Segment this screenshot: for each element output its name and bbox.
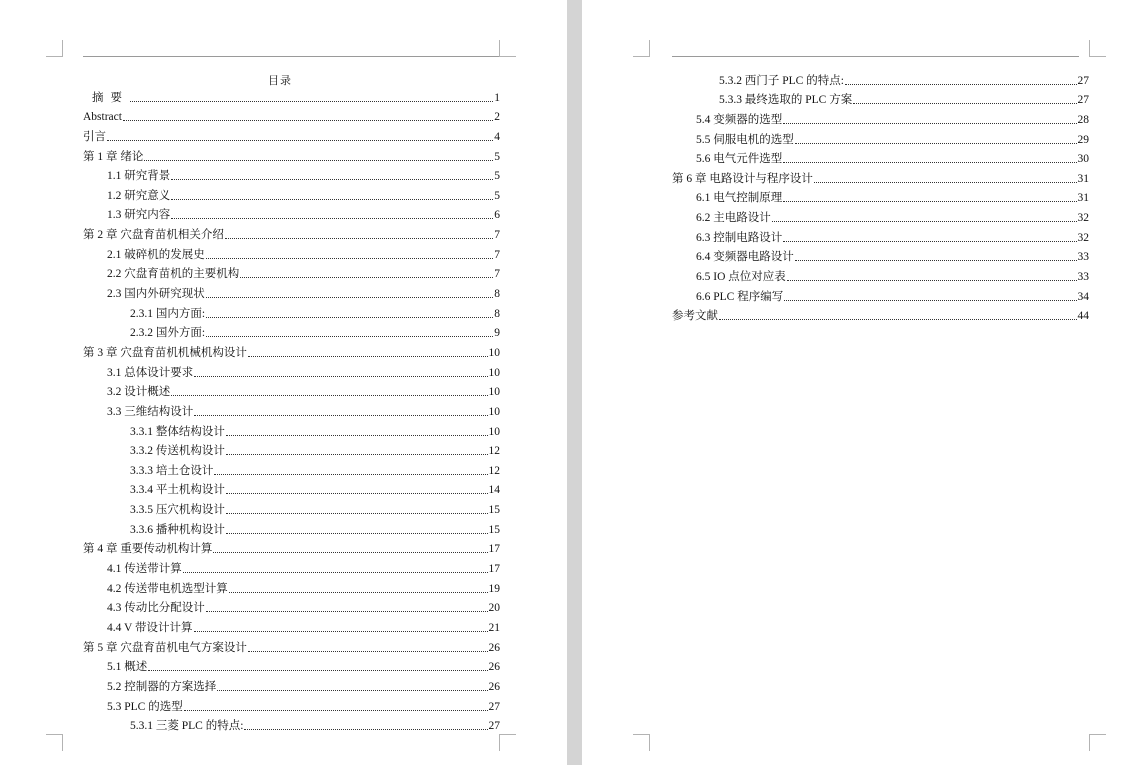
page-gutter: [567, 0, 582, 765]
toc-dot-leader: [214, 474, 487, 475]
toc-entry-label: 3.3.6 播种机构设计: [130, 523, 225, 536]
toc-entry[interactable]: [83, 164, 500, 184]
toc-entry[interactable]: [672, 68, 1089, 88]
toc-entry-page: 5: [494, 150, 500, 163]
toc-entry-label: 3.3.5 压穴机构设计: [130, 504, 225, 517]
toc-entry-label: 第 6 章 电路设计与程序设计: [672, 172, 813, 185]
toc-entry-label: 3.3.3 培土仓设计: [130, 464, 214, 477]
toc-entry[interactable]: [83, 124, 500, 144]
toc-entry[interactable]: [83, 655, 500, 675]
toc-dot-leader: [184, 710, 488, 711]
toc-entry[interactable]: [83, 144, 500, 164]
crop-mark: [633, 734, 650, 751]
toc-entry-page: 10: [488, 366, 500, 379]
header-rule: [672, 56, 1079, 57]
toc-entry[interactable]: [83, 635, 500, 655]
toc-entry-label: 参考文献: [672, 310, 718, 323]
toc-entry[interactable]: [83, 340, 500, 360]
toc-dot-leader: [213, 552, 487, 553]
toc-title: 目录: [268, 75, 292, 87]
toc-entry[interactable]: [83, 183, 500, 203]
toc-entry-label: 5.3.3 最终选取的 PLC 方案: [719, 94, 853, 107]
toc-dot-leader: [795, 143, 1077, 144]
toc-entry-page: 33: [1077, 251, 1089, 264]
toc-entry-label: 6.4 变频器电路设计: [696, 251, 794, 264]
toc-entry-label: 2.3 国内外研究现状: [107, 288, 205, 301]
toc-entry-page: 32: [1077, 212, 1089, 225]
toc-entry[interactable]: [83, 222, 500, 242]
toc-entry[interactable]: [83, 380, 500, 400]
toc-entry[interactable]: [672, 245, 1089, 265]
toc-entry[interactable]: [83, 262, 500, 282]
toc-entry-page: 30: [1077, 153, 1089, 166]
toc-entry-page: 32: [1077, 231, 1089, 244]
toc-entry-label: 第 1 章 绪论: [83, 150, 144, 163]
toc-entry-label: 3.3 三维结构设计: [107, 405, 194, 418]
toc-entry-label: 5.6 电气元件选型: [696, 153, 783, 166]
toc-entry-page: 26: [488, 641, 500, 654]
toc-dot-leader: [853, 103, 1076, 104]
toc-dot-leader: [171, 179, 493, 180]
toc-dot-leader: [783, 201, 1076, 202]
toc-entry[interactable]: [83, 439, 500, 459]
toc-dot-leader: [171, 199, 493, 200]
crop-mark: [46, 40, 63, 57]
toc-entry-page: 8: [494, 288, 500, 301]
toc-entry-label: 第 4 章 重要传动机构计算: [83, 543, 213, 556]
toc-entry[interactable]: [83, 105, 500, 125]
page-left: [0, 0, 567, 765]
toc-dot-leader: [194, 415, 487, 416]
toc-dot-leader: [226, 493, 488, 494]
toc-entry-label: 5.4 变频器的选型: [696, 113, 783, 126]
toc-entry-page: 5: [494, 189, 500, 202]
toc-dot-leader: [226, 454, 488, 455]
toc-dot-leader: [217, 690, 487, 691]
toc-entry-label: 4.1 传送带计算: [107, 563, 182, 576]
toc-entry-page: 27: [488, 700, 500, 713]
toc-entry-label: 3.3.2 传送机构设计: [130, 445, 225, 458]
toc-entry-page: 28: [1077, 113, 1089, 126]
toc-dot-leader: [171, 218, 493, 219]
toc-dot-leader: [795, 260, 1077, 261]
toc-entry[interactable]: [83, 478, 500, 498]
toc-entry[interactable]: [83, 694, 500, 714]
toc-dot-leader: [144, 160, 493, 161]
toc-entry-label: 4.3 传动比分配设计: [107, 602, 205, 615]
toc-entry-label: 3.1 总体设计要求: [107, 366, 194, 379]
toc-entry[interactable]: [83, 321, 500, 341]
toc-entry-label: 引言: [83, 130, 106, 143]
toc-entry[interactable]: [672, 186, 1089, 206]
toc-entry-page: 26: [488, 680, 500, 693]
toc-entry-label: 第 2 章 穴盘育苗机相关介绍: [83, 229, 224, 242]
toc-dot-leader: [845, 84, 1077, 85]
toc-entry[interactable]: [672, 284, 1089, 304]
toc-list-left: [83, 85, 500, 733]
toc-entry[interactable]: [83, 85, 500, 105]
toc-entry-label: 摘要: [92, 91, 129, 104]
crop-mark: [499, 40, 516, 57]
toc-entry[interactable]: [672, 225, 1089, 245]
toc-entry[interactable]: [83, 556, 500, 576]
toc-entry-page: 7: [494, 248, 500, 261]
toc-entry-label: 6.1 电气控制原理: [696, 192, 783, 205]
toc-entry-label: 5.2 控制器的方案选择: [107, 680, 217, 693]
toc-entry[interactable]: [672, 88, 1089, 108]
toc-entry-page: 17: [488, 543, 500, 556]
toc-dot-leader: [206, 258, 494, 259]
toc-entry[interactable]: [83, 596, 500, 616]
toc-dot-leader: [194, 631, 488, 632]
toc-dot-leader: [240, 277, 493, 278]
toc-entry-label: 2.3.1 国内方面:: [130, 307, 206, 320]
toc-entry[interactable]: [672, 166, 1089, 186]
toc-dot-leader: [787, 280, 1077, 281]
toc-entry-page: 8: [494, 307, 500, 320]
toc-entry[interactable]: [672, 127, 1089, 147]
toc-entry-label: 2.3.2 国外方面:: [130, 327, 206, 340]
toc-entry[interactable]: [83, 537, 500, 557]
toc-entry-page: 34: [1077, 290, 1089, 303]
crop-mark: [1089, 40, 1106, 57]
toc-entry[interactable]: [672, 264, 1089, 284]
toc-entry-page: 31: [1077, 172, 1089, 185]
toc-entry-page: 10: [488, 386, 500, 399]
toc-entry[interactable]: [83, 360, 500, 380]
toc-entry-page: 10: [488, 346, 500, 359]
toc-entry-page: 20: [488, 602, 500, 615]
toc-entry-label: 5.3.2 西门子 PLC 的特点:: [719, 74, 844, 87]
toc-entry[interactable]: [83, 576, 500, 596]
toc-dot-leader: [171, 395, 487, 396]
toc-entry-page: 27: [488, 720, 500, 733]
toc-entry-page: 10: [488, 405, 500, 418]
toc-list-right: [672, 68, 1089, 323]
toc-entry[interactable]: [83, 674, 500, 694]
toc-entry-label: 4.4 V 带设计计算: [107, 621, 193, 634]
toc-entry-page: 4: [494, 130, 500, 143]
toc-entry[interactable]: [83, 399, 500, 419]
toc-dot-leader: [225, 238, 493, 239]
toc-dot-leader: [148, 670, 487, 671]
toc-entry[interactable]: [83, 281, 500, 301]
crop-mark: [1089, 734, 1106, 751]
toc-entry-page: 14: [488, 484, 500, 497]
toc-dot-leader: [772, 221, 1077, 222]
toc-entry-label: 1.2 研究意义: [107, 189, 171, 202]
toc-entry[interactable]: [83, 458, 500, 478]
toc-entry-page: 21: [488, 621, 500, 634]
toc-entry-page: 15: [488, 504, 500, 517]
toc-entry[interactable]: [83, 615, 500, 635]
crop-mark: [633, 40, 650, 57]
toc-dot-leader: [107, 140, 493, 141]
toc-entry-page: 10: [488, 425, 500, 438]
toc-dot-leader: [226, 513, 488, 514]
toc-dot-leader: [244, 729, 487, 730]
toc-entry-page: 7: [494, 268, 500, 281]
toc-dot-leader: [226, 435, 488, 436]
toc-entry[interactable]: [83, 497, 500, 517]
toc-dot-leader: [183, 572, 488, 573]
toc-dot-leader: [248, 651, 488, 652]
toc-entry-page: 5: [494, 170, 500, 183]
toc-entry[interactable]: [672, 147, 1089, 167]
toc-entry-page: 33: [1077, 271, 1089, 284]
toc-entry-label: 2.1 破碎机的发展史: [107, 248, 205, 261]
toc-entry[interactable]: [83, 242, 500, 262]
toc-entry-label: 6.3 控制电路设计: [696, 231, 783, 244]
toc-entry-page: 29: [1077, 133, 1089, 146]
toc-dot-leader: [206, 611, 488, 612]
toc-entry[interactable]: [83, 301, 500, 321]
toc-entry-label: 1.1 研究背景: [107, 170, 171, 183]
toc-dot-leader: [783, 241, 1076, 242]
toc-dot-leader: [229, 592, 488, 593]
toc-dot-leader: [783, 162, 1076, 163]
toc-entry-page: 9: [494, 327, 500, 340]
toc-entry-label: 5.5 伺服电机的选型: [696, 133, 794, 146]
toc-entry-label: 2.2 穴盘育苗机的主要机构: [107, 268, 240, 281]
toc-entry-label: 6.2 主电路设计: [696, 212, 771, 225]
toc-entry-label: 3.3.4 平土机构设计: [130, 484, 225, 497]
toc-entry-label: 第 5 章 穴盘育苗机电气方案设计: [83, 641, 247, 654]
page-right: [582, 0, 1145, 765]
toc-entry-label: 第 3 章 穴盘育苗机机械机构设计: [83, 346, 247, 359]
toc-dot-leader: [784, 300, 1076, 301]
toc-entry-label: 5.3 PLC 的选型: [107, 700, 183, 713]
toc-entry-label: 6.6 PLC 程序编写: [696, 290, 784, 303]
header-rule: [83, 56, 501, 57]
toc-entry-page: 26: [488, 661, 500, 674]
toc-entry-page: 1: [494, 91, 500, 104]
toc-entry-label: 1.3 研究内容: [107, 209, 171, 222]
toc-entry-page: 31: [1077, 192, 1089, 205]
toc-entry-label: 6.5 IO 点位对应表: [696, 271, 786, 284]
toc-entry-page: 27: [1077, 94, 1089, 107]
toc-entry-page: 7: [494, 229, 500, 242]
toc-dot-leader: [206, 297, 494, 298]
toc-dot-leader: [194, 376, 487, 377]
toc-dot-leader: [206, 336, 493, 337]
toc-entry-page: 12: [488, 464, 500, 477]
toc-entry[interactable]: [83, 714, 500, 734]
toc-entry-page: 6: [494, 209, 500, 222]
toc-entry[interactable]: [83, 419, 500, 439]
toc-entry[interactable]: [672, 304, 1089, 324]
toc-entry-page: 19: [488, 582, 500, 595]
toc-entry-page: 15: [488, 523, 500, 536]
toc-entry[interactable]: [83, 203, 500, 223]
crop-mark: [46, 734, 63, 751]
toc-entry-page: 27: [1077, 74, 1089, 87]
toc-entry-label: Abstract: [83, 111, 122, 124]
toc-entry-label: 3.3.1 整体结构设计: [130, 425, 225, 438]
toc-dot-leader: [248, 356, 488, 357]
toc-dot-leader: [783, 123, 1076, 124]
toc-dot-leader: [206, 317, 493, 318]
toc-entry[interactable]: [672, 205, 1089, 225]
crop-mark: [499, 734, 516, 751]
toc-dot-leader: [130, 101, 493, 102]
toc-entry-page: 17: [488, 563, 500, 576]
toc-dot-leader: [814, 182, 1077, 183]
toc-entry[interactable]: [83, 517, 500, 537]
toc-entry[interactable]: [672, 107, 1089, 127]
toc-entry-label: 3.2 设计概述: [107, 386, 171, 399]
toc-dot-leader: [226, 533, 488, 534]
toc-entry-label: 4.2 传送带电机选型计算: [107, 582, 228, 595]
toc-dot-leader: [123, 120, 493, 121]
toc-entry-page: 2: [494, 111, 500, 124]
toc-entry-label: 5.1 概述: [107, 661, 148, 674]
toc-entry-page: 44: [1077, 310, 1089, 323]
toc-entry-label: 5.3.1 三菱 PLC 的特点:: [130, 720, 244, 733]
toc-entry-page: 12: [488, 445, 500, 458]
toc-dot-leader: [719, 319, 1077, 320]
